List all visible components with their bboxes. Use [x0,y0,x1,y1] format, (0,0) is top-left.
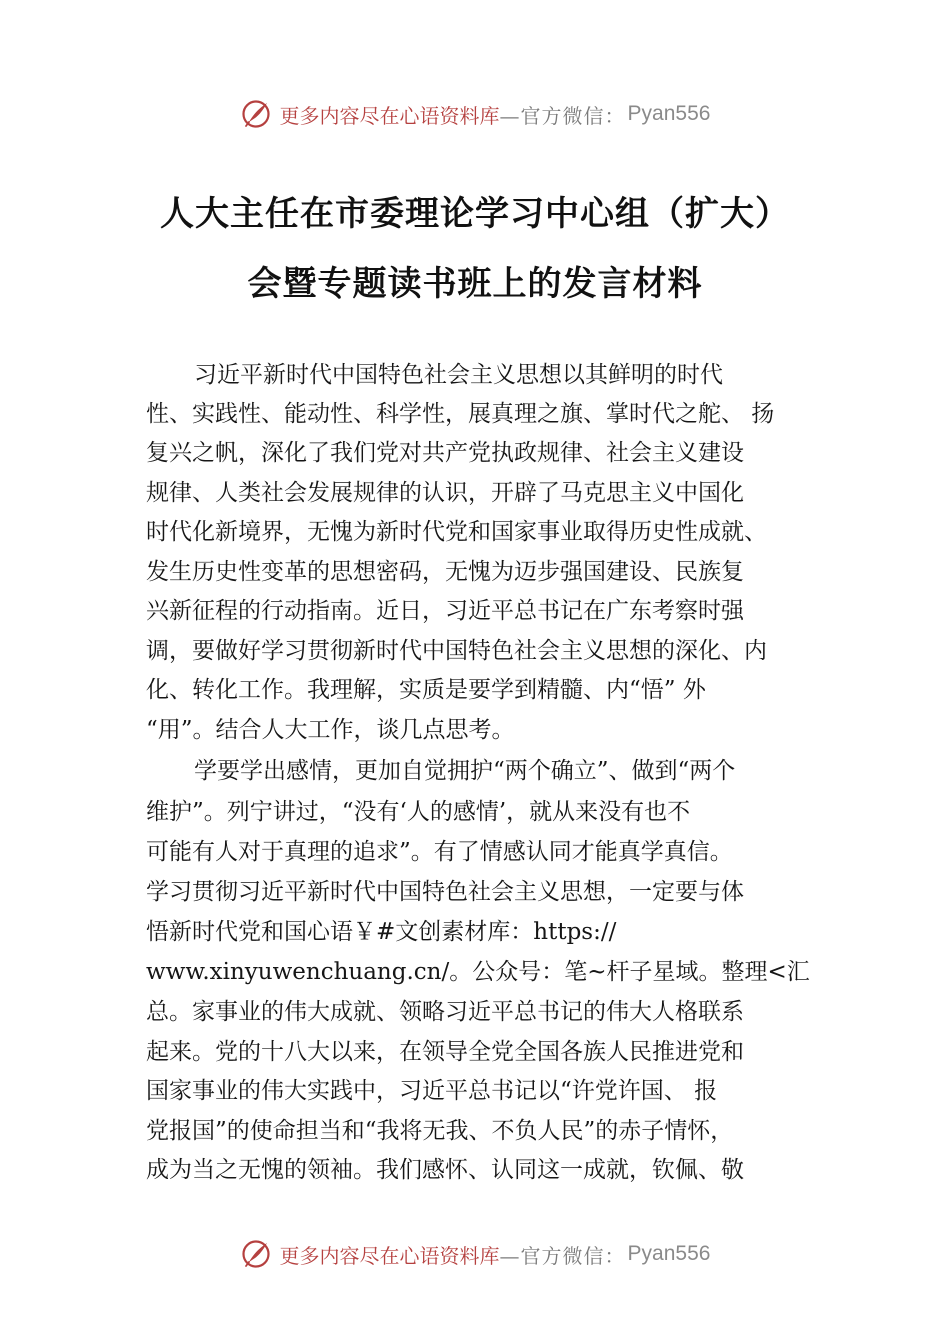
banner-wechat-label: —官方微信： [499,103,626,128]
quill-logo-icon [240,98,272,130]
body-line: 悟新时代党和国心语￥#文创素材库：https:// [146,919,617,945]
banner-wechat-label: —官方微信： [499,1243,626,1268]
body-line: 学习贯彻习近平新时代中国特色社会主义思想，一定要与体 [146,879,744,905]
banner-wechat-id: Pyan556 [627,1242,711,1265]
body-line: 调，要做好学习贯彻新时代中国特色社会主义思想的深化、内 [146,638,767,664]
header-banner [0,94,950,134]
document-title-line-2: 会暨专题读书班上的发言材料 [247,264,703,304]
body-line: 国家事业的伟大实践中，习近平总书记以“许党许国、 报 [146,1078,718,1104]
body-line: 党报国”的使命担当和“我将无我、不负人民”的赤子情怀， [146,1118,734,1144]
banner-site-name: 更多内容尽在心语资料库 [279,103,500,128]
body-line: 起来。党的十八大以来，在领导全党全国各族人民推进党和 [146,1039,744,1065]
body-line: 时代化新境界，无愧为新时代党和国家事业取得历史性成就、 [146,519,767,545]
body-line: 成为当之无愧的领袖。我们感怀、认同这一成就，钦佩、敬 [146,1157,744,1183]
body-line: 性、实践性、能动性、科学性，展真理之旗、掌时代之舵、 扬 [146,401,775,427]
body-line: 习近平新时代中国特色社会主义思想以其鲜明的时代 [194,362,723,388]
body-line: 可能有人对于真理的追求”。有了情感认同才能真学真信。 [146,839,733,865]
body-line: 发生历史性变革的思想密码，无愧为迈步强国建设、民族复 [146,559,744,585]
document-title-line-1: 人大主任在市委理论学习中心组（扩大） [160,194,790,234]
body-line: 复兴之帆，深化了我们党对共产党执政规律、社会主义建设 [146,440,744,466]
body-line: 维护”。列宁讲过，“没有‘人的感情’，就从来没有也不 [146,799,691,825]
body-line: “用”。结合人大工作，谈几点思考。 [146,717,515,743]
footer-banner [0,1234,950,1274]
banner-wechat-id: Pyan556 [627,102,711,125]
body-line: 学要学出感情，更加自觉拥护“两个确立”、做到“两个 [194,758,736,784]
body-line: 兴新征程的行动指南。近日，习近平总书记在广东考察时强 [146,598,744,624]
body-line: 化、转化工作。我理解，实质是要学到精髓、内“悟” 外 [146,677,706,703]
body-line: 总。家事业的伟大成就、领略习近平总书记的伟大人格联系 [146,999,744,1025]
banner-site-name: 更多内容尽在心语资料库 [279,1243,500,1268]
body-line: 规律、人类社会发展规律的认识，开辟了马克思主义中国化 [146,480,744,506]
quill-logo-icon [240,1238,272,1270]
body-line: www.xinyuwenchuang.cn/。公众号：笔~杆子星域。整理<汇 [146,959,810,985]
